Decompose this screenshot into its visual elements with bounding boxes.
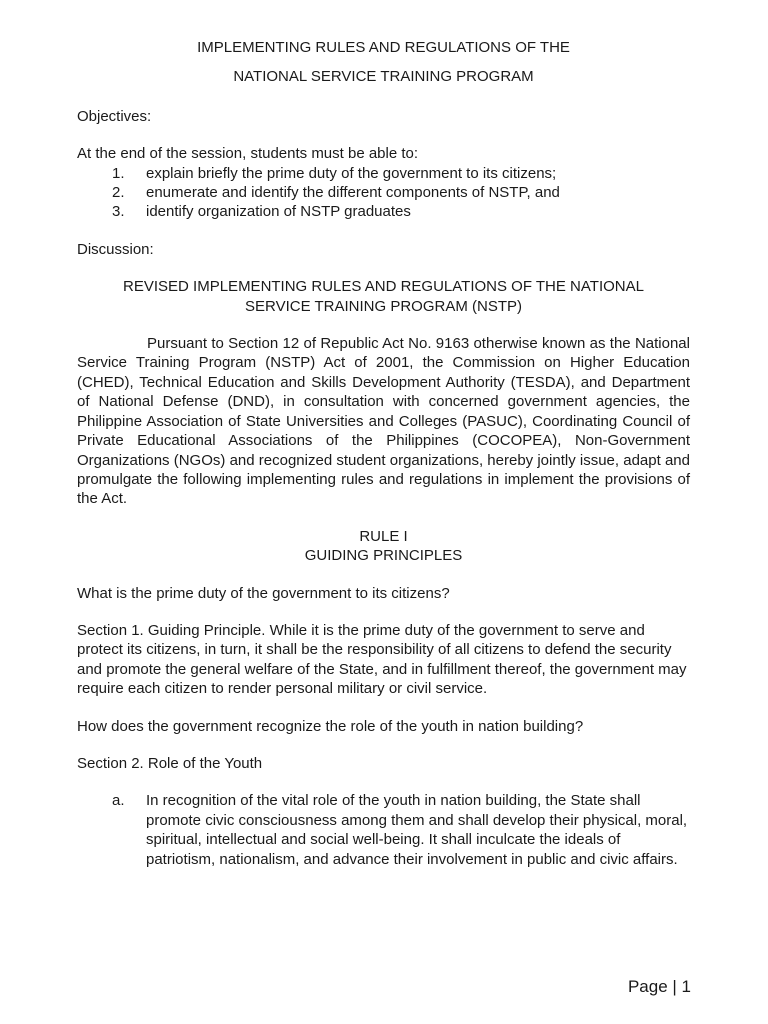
pursuant-paragraph: Pursuant to Section 12 of Republic Act No. 9163 otherwise known as the National Service Training Program (NSTP) Act of 2001, the Commission on Higher Education (CHED), Technical Education and Skills Development Authority (TESDA), and Department of National Defense (DND), in consultation with concerned government agencies, the Philippine Association of State Universities and Colleges (PASUC), Coordinating Council of Private Educational Associations of the Philippines (COCOPEA), Non-Government Organizations (NGOs) and recognized student organizations, hereby jointly issue, adapt and promulgate the following implementing rules and regulations in implement the provisions of the Act.: [77, 335, 690, 508]
rule-number: RULE I: [359, 527, 408, 545]
document-page: [77, 38, 690, 869]
list-item: 1. explain briefly the prime duty of the government to its citizens;: [112, 164, 557, 182]
discussion-label: Discussion:: [77, 240, 154, 258]
question-prime-duty: What is the prime duty of the government to its citizens?: [77, 584, 450, 602]
list-item: a. In recognition of the vital role of the youth in nation building, the State shall promote civic consciousness among them and shall develop their physical, moral, spiritual, intellectual and social well-being. It shall inculcate the ideals of patriotism, nationalism, and advance their involvement in public and civic affairs.: [112, 792, 688, 868]
document-title-line2: NATIONAL SERVICE TRAINING PROGRAM: [233, 68, 534, 86]
section1-paragraph: Section 1. Guiding Principle. While it is the prime duty of the government to serve and protect its citizens, in turn, it shall be the responsibility of all citizens to defend the security and promote the general welfare of the State, and in fulfillment thereof, the government may require each citizen to render personal military or civil service.: [77, 621, 687, 698]
list-item: 2. enumerate and identify the different components of NSTP, and: [112, 184, 560, 202]
page-number: Page | 1: [627, 977, 691, 996]
objectives-label: Objectives:: [77, 107, 152, 125]
objectives-list: [77, 164, 690, 222]
document-title-line1: IMPLEMENTING RULES AND REGULATIONS OF THE: [197, 39, 570, 56]
objectives-intro: At the end of the session, students must be able to:: [77, 145, 419, 163]
rule-title: GUIDING PRINCIPLES: [304, 547, 463, 565]
section2-title: Section 2. Role of the Youth: [77, 754, 263, 772]
list-item: 3. identify organization of NSTP graduates: [112, 203, 411, 221]
question-youth-role: How does the government recognize the role of the youth in nation building?: [77, 717, 584, 735]
revised-heading: REVISED IMPLEMENTING RULES AND REGULATIONS OF THE NATIONAL SERVICE TRAINING PROGRAM (NSTP): [123, 278, 644, 315]
